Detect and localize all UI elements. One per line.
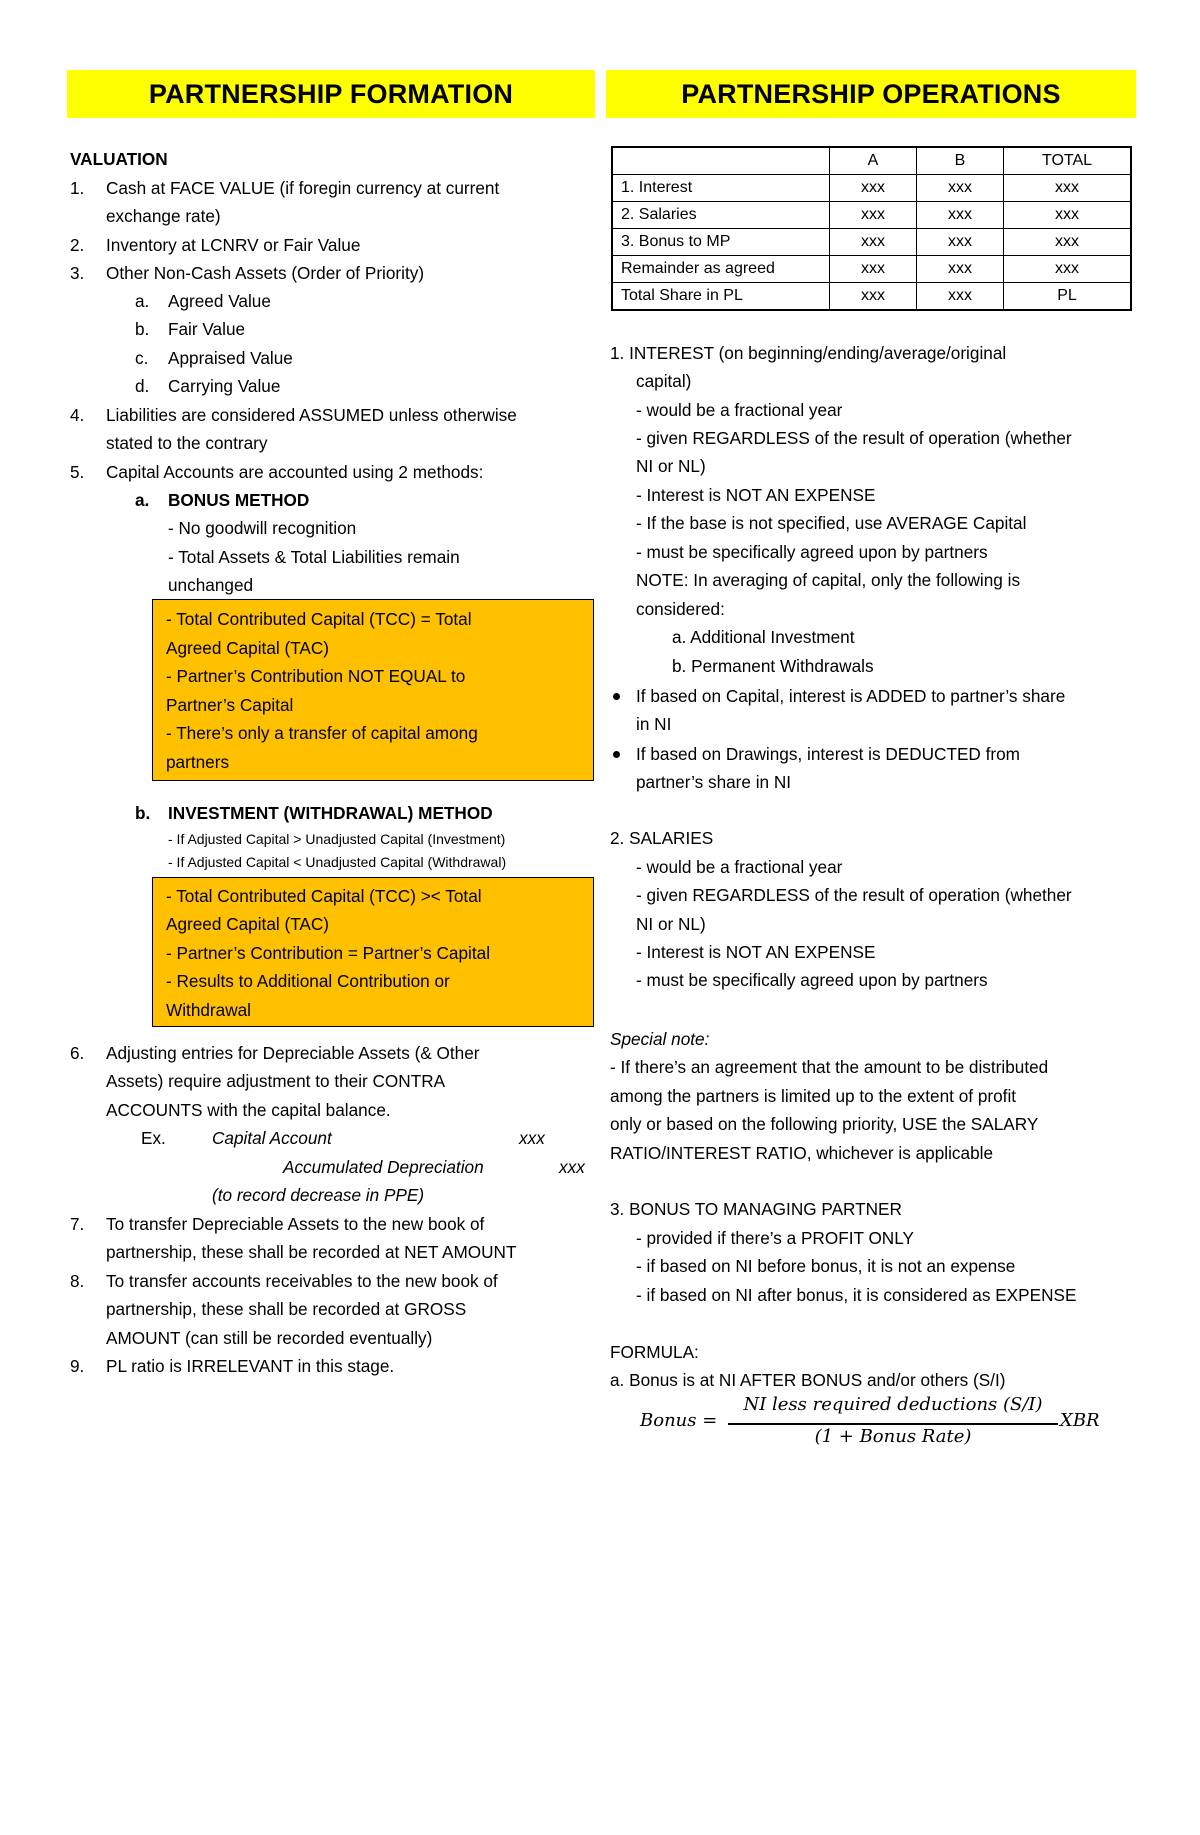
valuation-heading: VALUATION [70, 149, 168, 169]
formula-lhs: Bonus = [640, 1410, 718, 1431]
table-row: 3. Bonus to MP xxx xxx xxx [612, 229, 1131, 256]
table-row: Remainder as agreed xxx xxx xxx [612, 256, 1131, 283]
bullet-icon [613, 751, 620, 758]
formation-title: PARTNERSHIP FORMATION [67, 70, 595, 118]
bullet-icon [613, 693, 620, 700]
table-row: Total Share in PL xxx xxx PL [612, 283, 1131, 311]
formula-denominator: (1 + Bonus Rate) [814, 1426, 972, 1447]
formula-rhs: XBR [1060, 1410, 1100, 1431]
fraction-bar [728, 1423, 1058, 1425]
share-table [611, 146, 1132, 311]
table-row: 2. Salaries xxx xxx xxx [612, 202, 1131, 229]
table-row: 1. Interest xxx xxx xxx [612, 175, 1131, 202]
operations-title: PARTNERSHIP OPERATIONS [606, 70, 1136, 118]
formula-numerator: NI less required deductions (S/I) [743, 1394, 1043, 1415]
table-header-row: A B TOTAL [612, 147, 1131, 175]
